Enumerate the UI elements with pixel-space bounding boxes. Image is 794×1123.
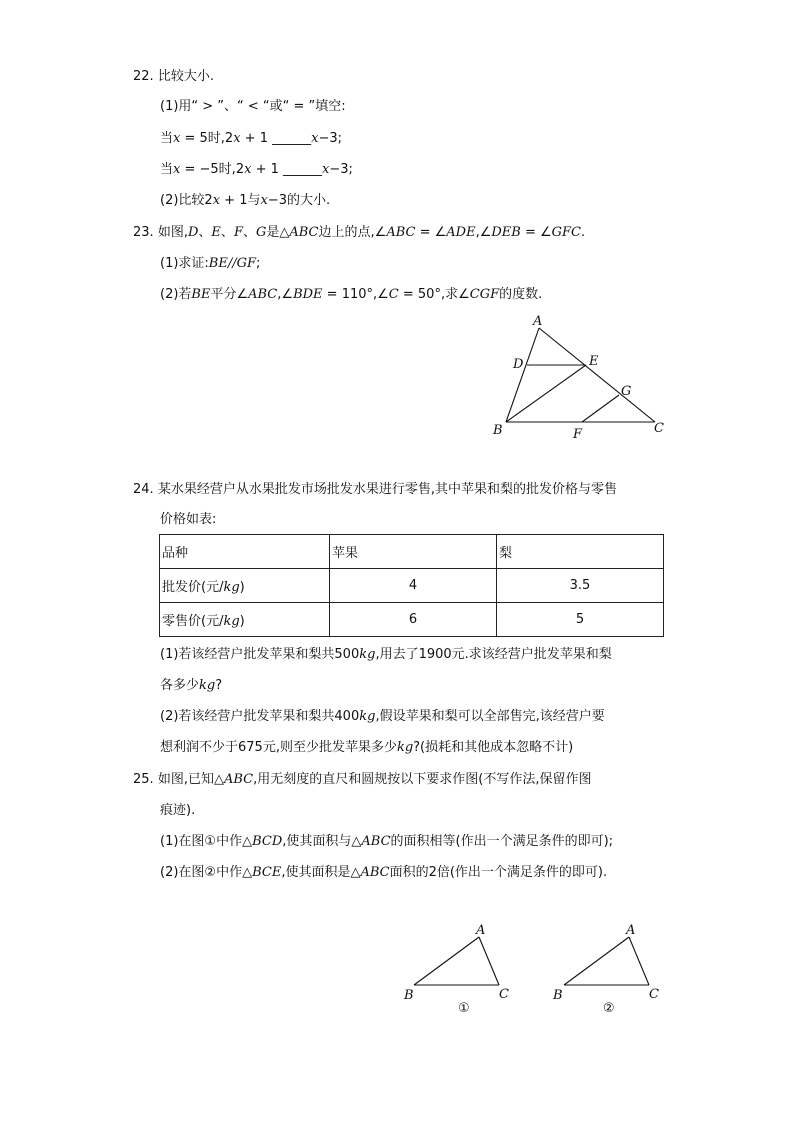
q25-fig1-caption: ① [458,1001,470,1016]
q24-part1-line1: (1)若该经营户批发苹果和梨共500kg,用去了1900元.求该经营户批发苹果和梨 [160,647,612,662]
q25-fig1-label-A: A [476,923,486,938]
q23-label-G: G [621,384,632,399]
q23-label-D: D [513,357,524,372]
q24-stem-line2: 价格如表: [160,512,217,527]
q23-label-C: C [654,421,664,436]
table-header-apple: 苹果 [330,535,497,569]
table-header-variety: 品种 [160,535,330,569]
q22-part1: (1)用“ > ”、“ < “或“ = ”填空: [160,99,346,114]
q24-part2-line2: 想利润不少于675元,则至少批发苹果多少kg?(损耗和其他成本忽略不计) [160,740,574,755]
table-cell-retail-label: 零售价(元/kg) [160,603,330,637]
q24-number: 24. [133,482,154,497]
q23-label-A: A [533,314,543,329]
table-cell-apple-wholesale: 4 [330,569,497,603]
q25-fig2-label-A: A [626,923,636,938]
q22-number: 22. [133,69,154,84]
table-cell-apple-retail: 6 [330,603,497,637]
q23-stem: 23. 如图,D、E、F、G是△ABC边上的点,∠ABC = ∠ADE,∠DEB = ∠GFC. [133,225,586,240]
q25-fig1-seg-AC [479,937,499,985]
q24-part1-line2: 各多少kg? [160,678,223,693]
q25-fig1-label-C: C [499,987,509,1002]
q25-figure-1 [414,937,499,985]
q25-part1: (1)在图①中作△BCD,使其面积与△ABC的面积相等(作出一个满足条件的即可); [160,834,614,849]
table-header-pear: 梨 [497,535,664,569]
q25-number: 25. [133,772,154,787]
q23-label-E: E [589,354,599,369]
q22-line-x5: 当x = 5时,2x + 1 ______x−3; [160,131,342,146]
q24-stem-line1: 24. 某水果经营户从水果批发市场批发水果进行零售,其中苹果和梨的批发价格与零售 [133,482,617,497]
q25-stem-line2: 痕迹). [160,803,196,818]
q25-part2: (2)在图②中作△BCE,使其面积是△ABC面积的2倍(作出一个满足条件的即可). [160,865,608,880]
q25-fig1-seg-AB [414,937,479,985]
q25-fig2-seg-AB [564,937,629,985]
q25-fig2-label-B: B [553,988,563,1003]
q25-fig2-label-C: C [649,987,659,1002]
q23-label-F: F [573,427,583,442]
q25-stem-line1: 25. 如图,已知△ABC,用无刻度的直尺和圆规按以下要求作图(不写作法,保留作图 [133,772,592,787]
q25-fig2-caption: ② [603,1001,615,1016]
q23-part2: (2)若BE平分∠ABC,∠BDE = 110°,∠C = 50°,求∠CGF的度数. [160,287,543,302]
q25-fig2-seg-AC [629,937,649,985]
q23-part1: (1)求证:BE//GF; [160,256,261,271]
q25-figure-2 [564,937,649,985]
q23-label-B: B [493,423,503,438]
q22-title: 比较大小. [157,69,214,84]
q25-fig1-label-B: B [404,988,414,1003]
table-cell-pear-wholesale: 3.5 [497,569,664,603]
q24-part2-line1: (2)若该经营户批发苹果和梨共400kg,假设苹果和梨可以全部售完,该经营户要 [160,709,605,724]
q22-part2: (2)比较2x + 1与x−3的大小. [160,193,331,208]
table-cell-pear-retail: 5 [497,603,664,637]
q23-number: 23. [133,225,154,240]
q22-line-xneg5: 当x = −5时,2x + 1 ______x−3; [160,162,353,177]
table-cell-wholesale-label: 批发价(元/kg) [160,569,330,603]
